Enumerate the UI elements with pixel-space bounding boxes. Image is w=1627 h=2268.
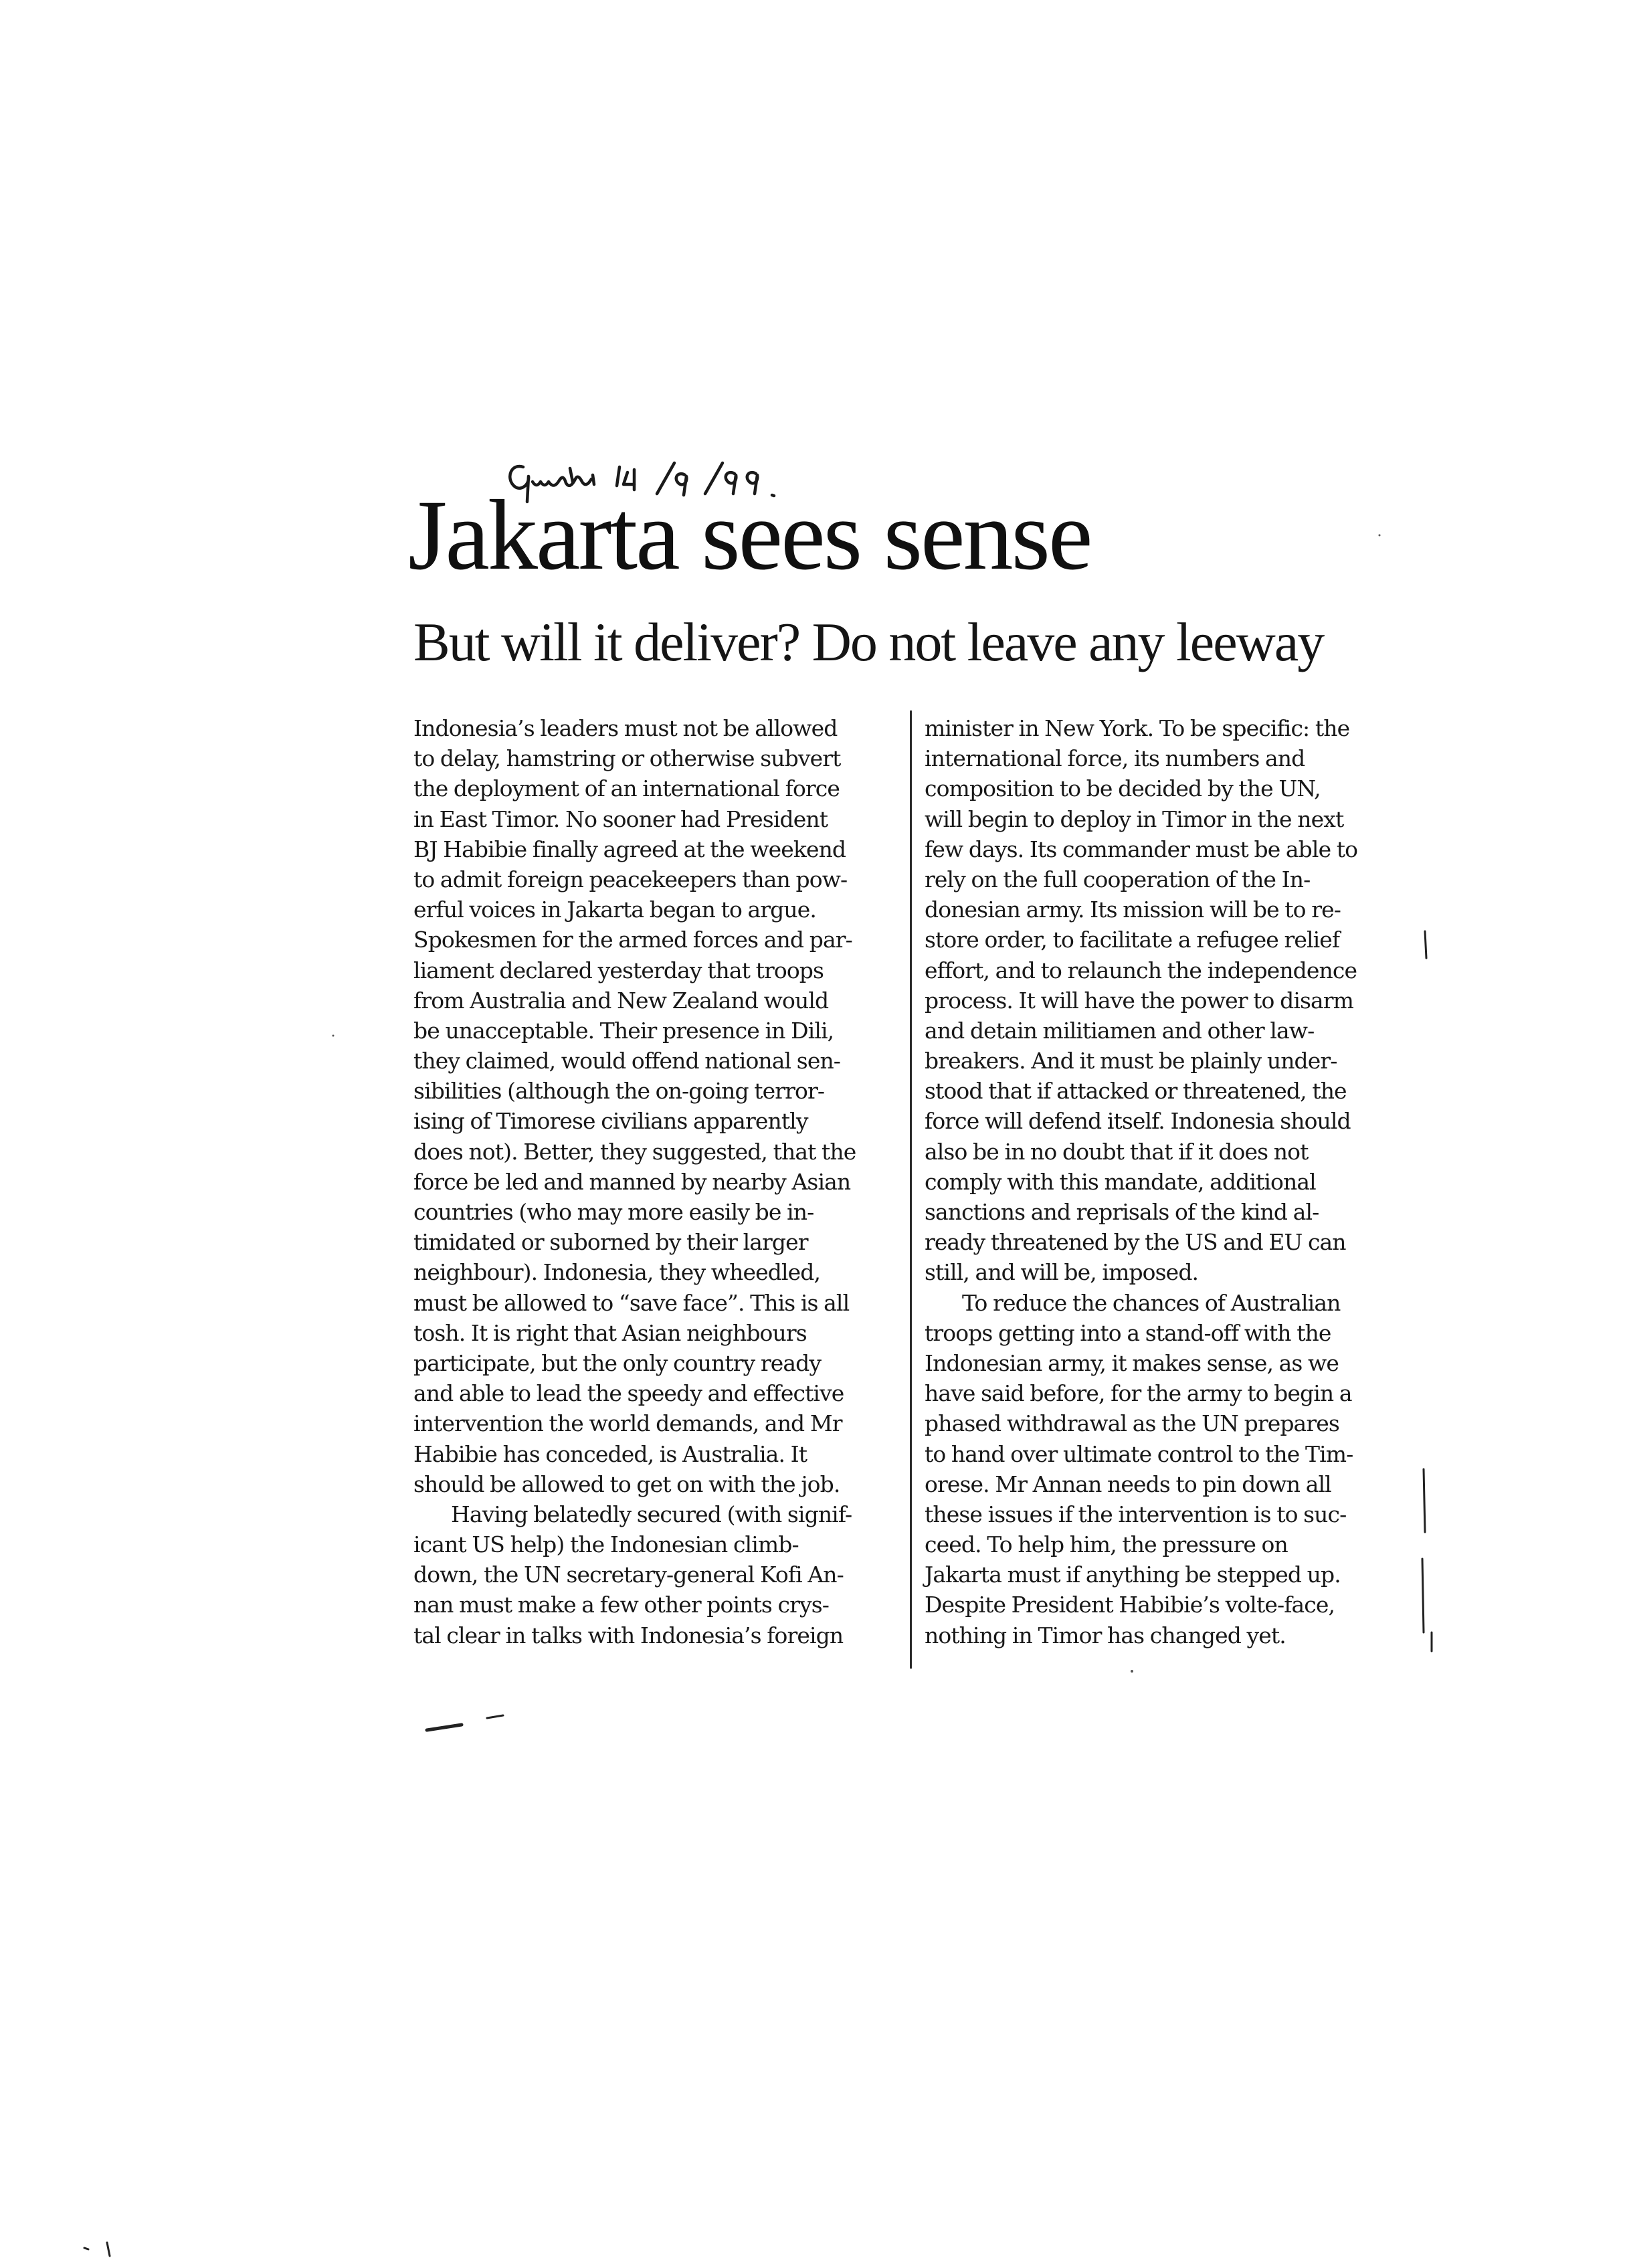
- text-line: have said before, for the army to begin a: [925, 1380, 1352, 1407]
- text-line: Despite President Habibie’s volte-face,: [925, 1592, 1335, 1618]
- text-line: neighbour). Indonesia, they wheedled,: [413, 1259, 821, 1286]
- text-line: countries (who may more easily be in-: [413, 1199, 814, 1225]
- text-line: liament declared yesterday that troops: [413, 957, 824, 983]
- text-line: must be allowed to “save face”. This is all: [413, 1289, 850, 1316]
- text-line: sibilities (although the on-going terror-: [413, 1078, 825, 1105]
- text-line: icant US help) the Indonesian climb-: [413, 1531, 799, 1558]
- text-line: BJ Habibie finally agreed at the weekend: [413, 836, 846, 862]
- text-line: troops getting into a stand-off with the: [925, 1319, 1331, 1346]
- text-line: effort, and to relaunch the independence: [925, 957, 1357, 983]
- headline: Jakarta sees sense: [408, 480, 1091, 591]
- text-line: breakers. And it must be plainly under-: [925, 1048, 1337, 1074]
- column-divider: [910, 711, 912, 1669]
- text-line: international force, its numbers and: [925, 745, 1305, 772]
- text-line: sanctions and reprisals of the kind al-: [925, 1199, 1319, 1225]
- text-line: nothing in Timor has changed yet.: [925, 1622, 1286, 1648]
- text-line: be unacceptable. Their presence in Dili,: [413, 1017, 834, 1044]
- text-line: to delay, hamstring or otherwise subvert: [413, 745, 841, 772]
- text-line: few days. Its commander must be able to: [925, 836, 1358, 862]
- text-line: will begin to deploy in Timor in the next: [925, 806, 1344, 832]
- text-line: store order, to facilitate a refugee relief: [925, 927, 1340, 953]
- text-line: does not). Better, they suggested, that the: [413, 1138, 856, 1165]
- text-line: Spokesmen for the armed forces and par-: [413, 927, 852, 953]
- text-line: phased withdrawal as the UN prepares: [925, 1410, 1339, 1437]
- text-line: in East Timor. No sooner had President: [413, 806, 828, 832]
- text-line: rely on the full cooperation of the In-: [925, 866, 1311, 892]
- text-line: composition to be decided by the UN,: [925, 775, 1321, 802]
- text-line: timidated or suborned by their larger: [413, 1229, 808, 1256]
- text-line: nan must make a few other points crys-: [413, 1592, 829, 1618]
- text-line: donesian army. Its mission will be to re-: [925, 896, 1341, 923]
- text-line: to hand over ultimate control to the Tim-: [925, 1440, 1353, 1467]
- text-line: still, and will be, imposed.: [925, 1259, 1199, 1286]
- text-line: orese. Mr Annan needs to pin down all: [925, 1471, 1331, 1497]
- text-line: also be in no doubt that if it does not: [925, 1138, 1309, 1165]
- text-line: participate, but the only country ready: [413, 1349, 822, 1376]
- text-line: these issues if the intervention is to suc-: [925, 1501, 1347, 1527]
- text-line: comply with this mandate, additional: [925, 1168, 1316, 1195]
- text-line: from Australia and New Zealand would: [413, 987, 829, 1014]
- text-line: the deployment of an international force: [413, 775, 840, 802]
- text-line: Habibie has conceded, is Australia. It: [413, 1440, 807, 1467]
- text-line: and detain militiamen and other law-: [925, 1017, 1315, 1044]
- text-line: erful voices in Jakarta began to argue.: [413, 896, 816, 923]
- text-line: to admit foreign peacekeepers than pow-: [413, 866, 848, 892]
- text-line: Indonesian army, it makes sense, as we: [925, 1349, 1339, 1376]
- text-line: tosh. It is right that Asian neighbours: [413, 1319, 807, 1346]
- text-line: process. It will have the power to disarm: [925, 987, 1354, 1014]
- article-column-left: [413, 713, 856, 1650]
- text-line: Jakarta must if anything be stepped up.: [925, 1562, 1341, 1588]
- text-line: stood that if attacked or threatened, the: [925, 1078, 1347, 1105]
- text-line: should be allowed to get on with the job.: [413, 1471, 840, 1497]
- text-line: ceed. To help him, the pressure on: [925, 1531, 1288, 1558]
- text-line: Having belatedly secured (with signif-: [451, 1501, 852, 1527]
- text-line: ising of Timorese civilians apparently: [413, 1108, 808, 1135]
- standfirst: But will it deliver? Do not leave any leeway: [413, 611, 1324, 672]
- text-line: intervention the world demands, and Mr: [413, 1410, 842, 1437]
- text-line: force be led and manned by nearby Asian: [413, 1168, 851, 1195]
- text-line: ready threatened by the US and EU can: [925, 1229, 1346, 1256]
- text-line: Indonesia’s leaders must not be allowed: [413, 715, 838, 741]
- article-column-right: [925, 713, 1357, 1650]
- text-line: down, the UN secretary-general Kofi An-: [413, 1562, 844, 1588]
- text-line: they claimed, would offend national sen-: [413, 1048, 841, 1074]
- text-line: and able to lead the speedy and effective: [413, 1380, 844, 1407]
- text-line: To reduce the chances of Australian: [962, 1289, 1341, 1316]
- text-line: force will defend itself. Indonesia should: [925, 1108, 1351, 1135]
- text-line: minister in New York. To be specific: the: [925, 715, 1350, 741]
- text-line: tal clear in talks with Indonesia’s foreign: [413, 1622, 844, 1648]
